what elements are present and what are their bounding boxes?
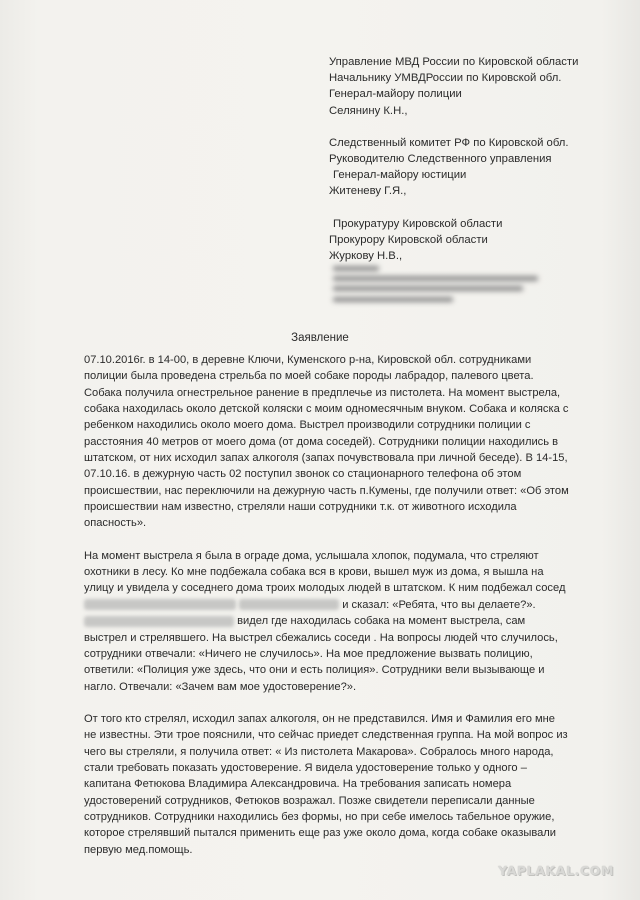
addressee-sk-line3: Генерал-майору юстиции	[333, 169, 467, 182]
redacted-name	[239, 599, 339, 610]
addressee-sk-line4: Житеневу Г.Я.,	[329, 185, 407, 198]
addressee-mvd-line4: Селянину К.Н.,	[329, 104, 408, 117]
document-body	[84, 352, 570, 874]
addressee-block	[329, 54, 629, 264]
addressee-mvd-line2: Начальнику УМВДРоссии по Кировской обл.	[329, 72, 562, 85]
addressee-prok-line1: Прокуратуру Кировской области	[333, 217, 503, 230]
paragraph-1: 07.10.2016г. в 14-00, в деревне Ключи, Куменского р-на, Кировской обл. сотрудниками полиции была проведена стрельба по моей собаке породы лабрадор, палевого цвета. Собака получила огнестрельное ранение в предплечье из пистолета. На момент выстрела, собака находилась около детской коляски с моим одномесячным внуком. Собака и коляска с ребенком находились около моего дома. Выстрел производили сотрудники полиции с расстояния 40 метров от моего дома (от дома соседей). Сотрудники полиции находились в штатском, от них исходил запах алкоголя (запах почувствовала при личной беседе). В 14-15, 07.10.16. в дежурную часть 02 поступил звонок со стационарного телефона об этом происшествии, нас переключили на дежурную часть п.Кумены, где получили ответ: «Об этом происшествии нам известно, стреляли наши сотрудники т.к. от животного исходила опасность».	[84, 354, 569, 530]
document-title: Заявление	[291, 332, 349, 344]
addressee-mvd-line3: Генерал-майору полиции	[329, 88, 462, 101]
addressee-prok-line3: Журкову Н.В.,	[329, 250, 403, 263]
addressee-sk-line2: Руководителю Следственного управления	[329, 153, 552, 166]
redacted-sender-block	[333, 264, 543, 308]
watermark-logo: YAPLAKAL.COM	[498, 863, 614, 878]
addressee-mvd-line1: Управление МВД России по Кировской области	[329, 56, 579, 68]
paragraph-2-part-c: видел где находилась собака на момент выстрела, сам выстрел и стрелявшего. На выстрел сбежались соседи . На вопросы людей что случилось, сотрудники отвечали: «Ничего не случилось». На мое предложение вызвать полицию, ответили: «Полиция уже здесь, что они и есть полиция». Сотрудники вели вызывающе и нагло. Отвечали: «Зачем вам мое удостоверение?».	[84, 615, 558, 693]
paragraph-2-part-a: На момент выстрела я была в ограде дома, услышала хлопок, подумала, что стреляют охотники в лесу. Ко мне подбежала собака вся в крови, вышел муж из дома, я вышла на улицу и увидела у соседнего дома троих молодых людей в штатском. К ним подбежал сосед	[84, 549, 566, 595]
redacted-name	[84, 616, 234, 627]
paragraph-2-part-b: и сказал: «Ребята, что вы делаете?».	[342, 598, 536, 611]
addressee-sk-line1: Следственный комитет РФ по Кировской обл.	[329, 136, 569, 149]
addressee-prok-line2: Прокурору Кировской области	[329, 233, 488, 246]
paragraph-3: От того кто стрелял, исходил запах алкоголя, он не представился. Имя и Фамилия его мне не известны. Эти трое пояснили, что сейчас приедет следственная группа. На мой вопрос из чего вы стреляли, я получила ответ: « Из пистолета Макарова». Собралось много народа, стали требовать показать удостоверение. Я видела удостоверение только у одного –капитана Фетюкова Владимира Александровича. На требования записать номера удостоверений сотрудников, Фетюков возражал. Позже свидетели переписали данные сотрудников. Сотрудники находились без формы, но при себе имелось табельное оружие, которое стрелявший пытался применить еще раз уже около дома, когда собаке оказывали первую мед.помощь.	[84, 712, 568, 856]
paragraph-2	[84, 548, 570, 695]
redacted-name	[84, 599, 236, 610]
